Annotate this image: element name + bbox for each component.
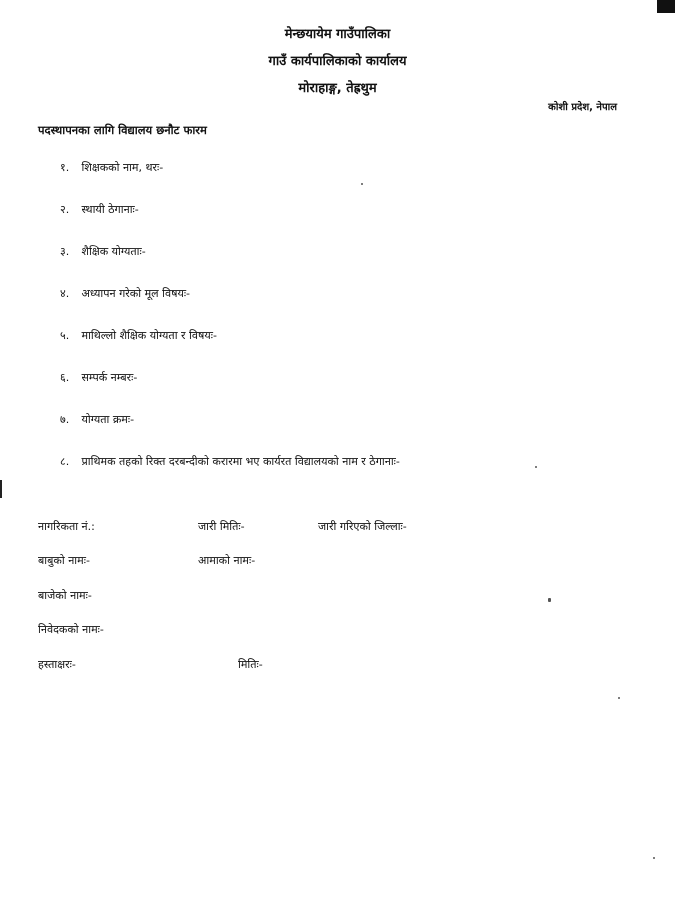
scan-speck xyxy=(618,697,620,699)
signature-label: हस्ताक्षरः- xyxy=(38,658,76,671)
applicant-name-label: निवेदकको नामः- xyxy=(38,623,104,636)
field-number: ८. xyxy=(60,455,70,468)
municipality-name: मेन्छयायेम गाउँपालिका xyxy=(284,27,391,42)
field-number: ३. xyxy=(60,245,70,258)
field-label: प्राथिमक तहको रिक्त दरबन्दीको करारमा भए कार्यरत विद्यालयको नाम र ठेगानाः- xyxy=(81,455,400,468)
field-label: योग्यता क्रमः- xyxy=(81,413,135,426)
field-number: २. xyxy=(60,203,70,216)
field-number: ४. xyxy=(60,287,70,300)
issue-district-label: जारी गरिएको जिल्लाः- xyxy=(318,520,407,533)
father-name-label: बाबुको नामः- xyxy=(38,554,90,567)
field-label: सम्पर्क नम्बरः- xyxy=(81,371,138,384)
citizenship-number-label: नागरिकता नं.: xyxy=(38,520,95,533)
form-field-main-subject xyxy=(60,286,190,301)
grandfather-name-label: बाजेको नामः- xyxy=(38,589,92,602)
form-field-academic-qualification xyxy=(60,244,146,259)
field-number: १. xyxy=(60,161,70,174)
form-field-teacher-name xyxy=(60,160,163,175)
field-label: अध्यापन गरेको मूल विषयः- xyxy=(81,287,191,300)
office-location: मोराहाङ्ग, तेह्रथुम xyxy=(298,81,377,96)
scan-speck xyxy=(653,857,655,859)
scan-edge-mark xyxy=(657,0,675,13)
field-number: ५. xyxy=(60,329,70,342)
form-title: पदस्थापनका लागि विद्यालय छनौट फारम xyxy=(38,123,207,137)
office-name: गाउँ कार्यपालिकाको कार्यालय xyxy=(268,54,407,69)
form-field-higher-qualification xyxy=(60,328,217,343)
field-label: शिक्षकको नाम, थरः- xyxy=(81,161,164,174)
scan-speck xyxy=(548,598,551,602)
issue-date-label: जारी मितिः- xyxy=(198,520,245,533)
form-field-permanent-address xyxy=(60,202,139,217)
form-field-contact-number xyxy=(60,370,137,385)
form-field-current-school xyxy=(60,454,400,469)
date-label: मितिः- xyxy=(238,658,263,671)
mother-name-label: आमाको नामः- xyxy=(198,554,256,567)
scan-edge-mark xyxy=(0,480,2,498)
scan-speck xyxy=(361,183,363,185)
field-label: स्थायी ठेगानाः- xyxy=(81,203,139,216)
form-field-merit-order xyxy=(60,412,134,427)
scan-speck xyxy=(535,466,537,468)
province-label: कोशी प्रदेश, नेपाल xyxy=(548,102,617,113)
field-label: शैक्षिक योग्यताः- xyxy=(81,245,146,258)
field-number: ६. xyxy=(60,371,70,384)
field-label: माथिल्लो शैक्षिक योग्यता र विषयः- xyxy=(81,329,217,342)
field-number: ७. xyxy=(60,413,70,426)
